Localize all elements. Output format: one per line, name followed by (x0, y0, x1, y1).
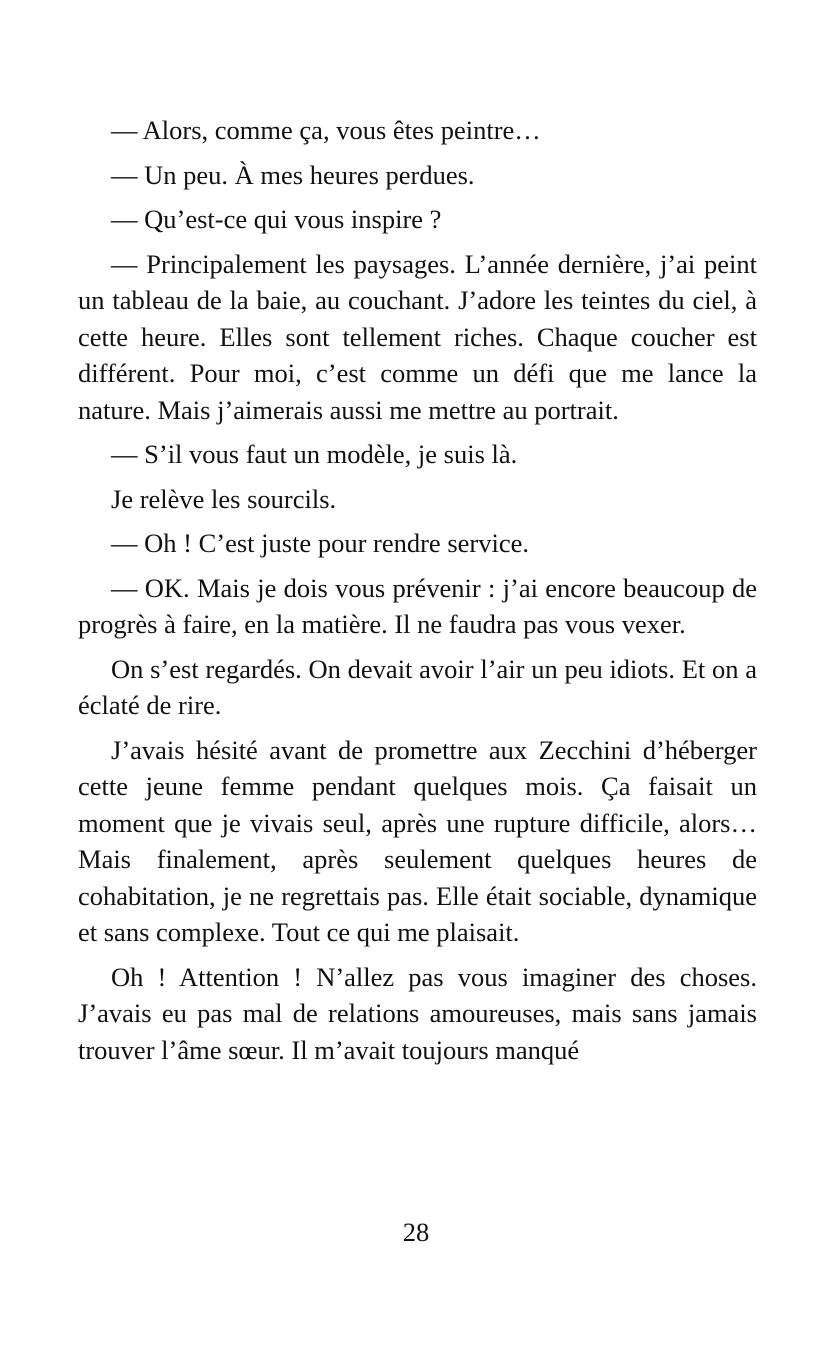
narration-paragraph: Je relève les sourcils. (111, 483, 337, 514)
narration-paragraph: On s’est regardés. On devait avoir l’air un peu idiots. Et on a éclaté de rire. (78, 653, 757, 720)
dialogue-line: — Qu’est-ce qui vous inspire ? (111, 204, 442, 234)
narration-paragraph: Oh ! Attention ! N’allez pas vous imaginer des choses. J’avais eu pas mal de relations amoureuses, mais sans jamais trouver l’âme sœur. Il m’avait toujours manqué (78, 961, 757, 1065)
page-number: 28 (402, 1217, 430, 1247)
dialogue-line: — Principalement les paysages. L’année dernière, j’ai peint un tableau de la baie, au couchant. J’adore les teintes du ciel, à cette heure. Elles sont tellement riches. Chaque coucher est différent. Pour moi, c’est comme un défi que me lance la nature. Mais j’aimerais aussi me mettre au portrait. (78, 248, 757, 425)
dialogue-line: — OK. Mais je dois vous prévenir : j’ai encore beaucoup de progrès à faire, en la matière. Il ne faudra pas vous vexer. (78, 572, 757, 639)
dialogue-line: — S’il vous faut un modèle, je suis là. (111, 439, 518, 469)
dialogue-line: — Oh ! C’est juste pour rendre service. (111, 528, 529, 558)
narration-paragraph: J’avais hésité avant de promettre aux Zecchini d’héberger cette jeune femme pendant quelques mois. Ça faisait un moment que je vivais seul, après une rupture difficile, alors… Mais finalement, après seulement quelques heures de cohabitation, je ne regrettais pas. Elle était sociable, dynamique et sans complexe. Tout ce qui me plaisait. (78, 734, 757, 947)
dialogue-line: — Alors, comme ça, vous êtes peintre… (111, 115, 541, 145)
dialogue-line: — Un peu. À mes heures perdues. (111, 159, 475, 190)
page-body (78, 112, 757, 1076)
